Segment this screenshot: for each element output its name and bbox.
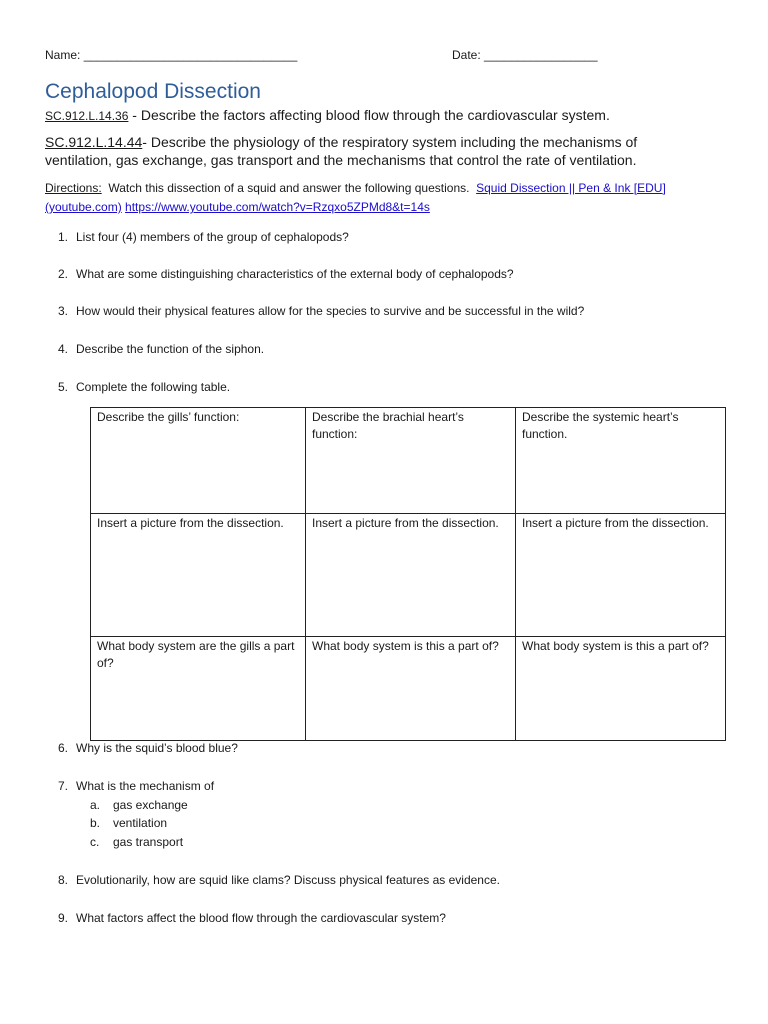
video-link-url[interactable]: https://www.youtube.com/watch?v=Rzqxo5ZPMd8&t=14s: [125, 200, 430, 214]
name-blank: ________________________________: [83, 48, 298, 62]
directions-text: Watch this dissection of a squid and answer the following questions.: [101, 181, 477, 195]
dissection-table: [90, 407, 726, 741]
table-row: [91, 408, 726, 514]
standard-2: [45, 134, 637, 150]
question-5: 5. Complete the following table.: [57, 380, 231, 394]
table-cell-brachial-heart-function[interactable]: Describe the brachial heart’s function:: [306, 408, 516, 514]
page-title: Cephalopod Dissection: [45, 80, 261, 103]
table-cell-systemic-heart-function[interactable]: Describe the systemic heart’s function.: [516, 408, 726, 514]
table-cell-picture-1[interactable]: Insert a picture from the dissection.: [91, 514, 306, 637]
question-6: 6. Why is the squid’s blood blue?: [57, 741, 238, 755]
table-cell-picture-2[interactable]: Insert a picture from the dissection.: [306, 514, 516, 637]
standard-2-code: SC.912.L.14.44: [45, 134, 143, 150]
date-field[interactable]: [452, 48, 598, 62]
standard-1-text: - Describe the factors affecting blood flow through the cardiovascular system.: [128, 107, 610, 123]
standard-2-text-line1: - Describe the physiology of the respiratory system including the mechanisms of: [142, 134, 638, 150]
table-cell-gills-body-system[interactable]: What body system are the gills a part of?: [91, 637, 306, 741]
standard-1: [45, 107, 610, 123]
table-cell-gills-function[interactable]: Describe the gills’ function:: [91, 408, 306, 514]
question-7-sub-b: b. ventilation: [90, 816, 168, 830]
table-cell-systemic-body-system[interactable]: What body system is this a part of?: [516, 637, 726, 741]
question-2: 2. What are some distinguishing characteristics of the external body of cephalopods?: [57, 267, 514, 281]
date-label: Date:: [452, 48, 481, 62]
question-7: 7. What is the mechanism of: [57, 779, 215, 793]
video-link-title[interactable]: Squid Dissection || Pen & Ink [EDU]: [476, 181, 666, 195]
question-1: 1. List four (4) members of the group of cephalopods?: [57, 230, 349, 244]
directions-links: [45, 200, 430, 214]
table-cell-brachial-body-system[interactable]: What body system is this a part of?: [306, 637, 516, 741]
question-7-sub-c: c. gas transport: [90, 835, 184, 849]
date-blank: _________________: [484, 48, 598, 62]
video-link-source[interactable]: (youtube.com): [45, 200, 122, 214]
standard-2-text-line2: ventilation, gas exchange, gas transport and the mechanisms that control the rate of ventilation.: [45, 152, 637, 168]
question-7-sub-a: a. gas exchange: [90, 798, 188, 812]
question-4: 4. Describe the function of the siphon.: [57, 342, 265, 356]
table-row: [91, 514, 726, 637]
table-cell-picture-3[interactable]: Insert a picture from the dissection.: [516, 514, 726, 637]
table-row: [91, 637, 726, 741]
name-field[interactable]: [45, 48, 297, 62]
standard-1-code: SC.912.L.14.36: [45, 109, 129, 123]
directions: [45, 181, 666, 195]
question-3: 3. How would their physical features allow for the species to survive and be successful in the wild?: [57, 304, 585, 318]
question-8: 8. Evolutionarily, how are squid like clams? Discuss physical features as evidence.: [57, 873, 500, 887]
question-9: 9. What factors affect the blood flow through the cardiovascular system?: [57, 911, 446, 925]
directions-label: Directions:: [45, 181, 102, 195]
name-label: Name:: [45, 48, 81, 62]
